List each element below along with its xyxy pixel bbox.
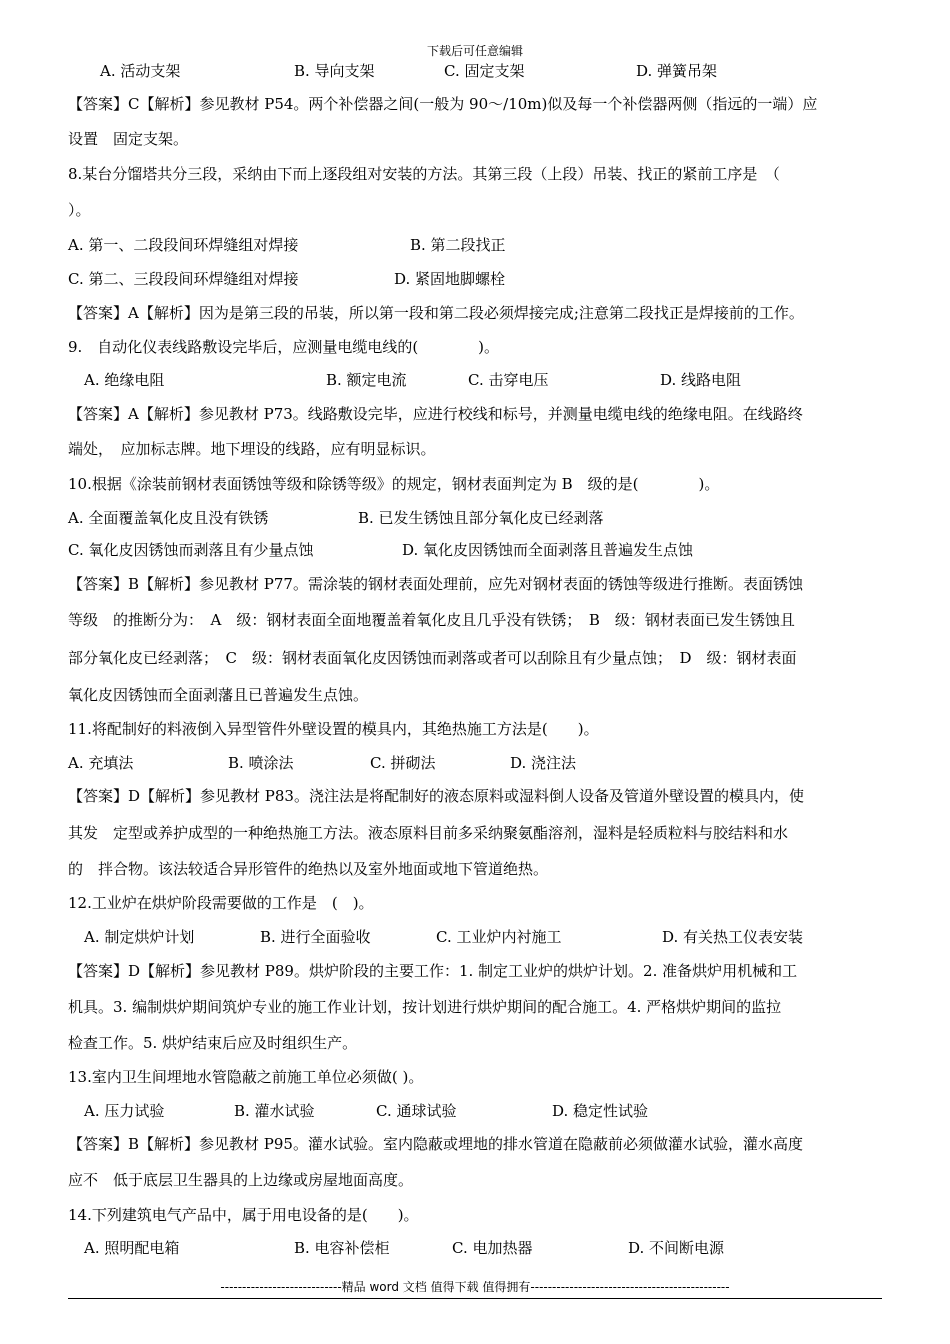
q13-answer-line-2: 应不 低于底层卫生器具的上边缘或房屋地面高度。 [68, 1171, 414, 1189]
q12-option-b: B. 进行全面验收 [260, 928, 371, 946]
q9-option-d: D. 线路电阻 [660, 371, 742, 389]
q12-answer-line-2: 机具。3. 编制烘炉期间筑炉专业的施工作业计划，按计划进行烘炉期间的配合施工。4. 严格烘炉期间的监拉 [68, 998, 782, 1016]
q12-stem: 12.工业炉在烘炉阶段需要做的工作是 ( )。 [68, 894, 374, 912]
footer-divider [68, 1298, 882, 1299]
q13-option-c: C. 通球试验 [376, 1102, 457, 1120]
q11-answer-line-3: 的 拌合物。该法较适合异形管件的绝热以及室外地面或地下管道绝热。 [68, 860, 549, 878]
q11-option-c: C. 拼砌法 [370, 754, 436, 772]
q9-option-c: C. 击穿电压 [468, 371, 549, 389]
q9-answer-line-1: 【答案】A【解析】参见教材 P73。线路敷设完毕，应进行校线和标号，并测量电缆电线的绝缘电阻。在线路终 [68, 405, 803, 423]
q12-option-a: A. 制定烘炉计划 [84, 928, 195, 946]
q8-option-c: C. 第二、三段段间环焊缝组对焊接 [68, 270, 299, 288]
q10-option-b: B. 已发生锈蚀且部分氧化皮已经剥落 [358, 509, 604, 527]
q8-answer-line-1: 【答案】A【解析】因为是第三段的吊装，所以第一段和第二段必须焊接完成;注意第二段找正是焊接前的工作。 [68, 304, 804, 322]
q8-option-d: D. 紧固地脚螺栓 [394, 270, 506, 288]
q10-answer-line-4: 氧化皮因锈蚀而全面剥藩且已普遍发生点蚀。 [68, 686, 369, 704]
q11-option-a: A. 充填法 [68, 754, 134, 772]
q10-answer-line-1: 【答案】B【解析】参见教材 P77。需涂装的钢材表面处理前，应先对钢材表面的锈蚀等级进行推断。表面锈蚀 [68, 575, 803, 593]
q14-stem: 14.下列建筑电气产品中，属于用电设备的是( )。 [68, 1206, 419, 1224]
q13-answer-line-1: 【答案】B【解析】参见教材 P95。灌水试验。室内隐蔽或埋地的排水管道在隐蔽前必须做灌水试验，灌水高度 [68, 1135, 803, 1153]
q7-option-a: A. 活动支架 [100, 62, 181, 80]
q11-option-d: D. 浇注法 [510, 754, 577, 772]
q13-stem: 13.室内卫生间埋地水管隐蔽之前施工单位必须做( )。 [68, 1068, 424, 1086]
q10-answer-line-2: 等级 的推断分为： A 级：钢材表面全面地覆盖着氧化皮且几乎没有铁锈； B 级：钢材表面已发生锈蚀且 [68, 611, 795, 629]
q7-option-c: C. 固定支架 [444, 62, 525, 80]
q14-option-a: A. 照明配电箱 [84, 1239, 180, 1257]
q12-option-c: C. 工业炉内衬施工 [436, 928, 562, 946]
q12-answer-line-1: 【答案】D【解析】参见教材 P89。烘炉阶段的主要工作：1. 制定工业炉的烘炉计划。2. 准备烘炉用机械和工 [68, 962, 798, 980]
q11-stem: 11.将配制好的料液倒入异型管件外壁设置的模具内，其绝热施工方法是( )。 [68, 720, 599, 738]
q10-option-c: C. 氧化皮因锈蚀而剥落且有少量点蚀 [68, 541, 314, 559]
q10-stem: 10.根据《涂装前钢材表面锈蚀等级和除锈等级》的规定，钢材表面判定为 B 级的是( )。 [68, 475, 720, 493]
header-note: 下载后可任意编辑 [426, 44, 523, 58]
q14-option-b: B. 电容补偿柜 [294, 1239, 390, 1257]
q12-answer-line-3: 检查工作。5. 烘炉结束后应及时组织生产。 [68, 1034, 358, 1052]
q7-option-b: B. 导向支架 [294, 62, 375, 80]
q11-option-b: B. 喷涂法 [228, 754, 294, 772]
q9-stem: 9. 自动化仪表线路敷设完毕后，应测量电缆电线的( )。 [68, 338, 500, 356]
q7-option-d: D. 弹簧吊架 [636, 62, 718, 80]
q8-option-b: B. 第二段找正 [410, 236, 506, 254]
q7-answer-line-1: 【答案】C【解析】参见教材 P54。两个补偿器之间(一般为 90～/10m)似及每一个补偿器两侧（指远的一端）应 [68, 95, 818, 113]
q8-stem-line-2: ）。 [68, 201, 91, 219]
q13-option-b: B. 灌水试验 [234, 1102, 315, 1120]
q14-option-d: D. 不间断电源 [628, 1239, 725, 1257]
q14-option-c: C. 电加热器 [452, 1239, 533, 1257]
q10-option-a: A. 全面覆盖氧化皮且没有铁锈 [68, 509, 269, 527]
q10-option-d: D. 氧化皮因锈蚀而全面剥落且普遍发生点蚀 [402, 541, 694, 559]
q7-answer-line-2: 设置 固定支架。 [68, 130, 189, 148]
q11-answer-line-1: 【答案】D【解析】参见教材 P83。浇注法是将配制好的液态原料或湿料倒人设备及管道外壁设置的模具内，使 [68, 787, 804, 805]
q11-answer-line-2: 其发 定型或养护成型的一种绝热施工方法。液态原料目前多采纳聚氨酯溶剂，湿料是轻质粒料与胶结料和水 [68, 824, 789, 842]
q8-stem-line-1: 8.某台分馏塔共分三段，采纳由下而上逐段组对安装的方法。其第三段（上段）吊装、找正的紧前工序是 （ [68, 165, 780, 183]
q9-option-b: B. 额定电流 [326, 371, 407, 389]
q10-answer-line-3: 部分氧化皮已经剥落； C 级：钢材表面氧化皮因锈蚀而剥落或者可以刮除且有少量点蚀； D 级：钢材表面 [68, 649, 797, 667]
footer-note: ----------------------------精品 word 文档 值得下载 值得拥有---------------------------------------------- [220, 1280, 730, 1294]
q12-option-d: D. 有关热工仪表安装 [662, 928, 804, 946]
q8-option-a: A. 第一、二段段间环焊缝组对焊接 [68, 236, 299, 254]
q13-option-d: D. 稳定性试验 [552, 1102, 649, 1120]
q9-option-a: A. 绝缘电阻 [84, 371, 165, 389]
q13-option-a: A. 压力试验 [84, 1102, 165, 1120]
q9-answer-line-2: 端处， 应加标志牌。地下埋设的线路，应有明显标识。 [68, 440, 436, 458]
